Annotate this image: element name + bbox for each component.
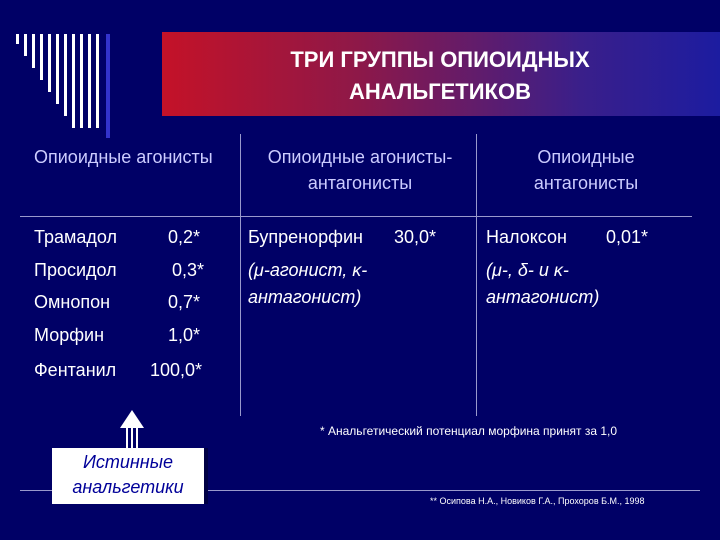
drug-note-line1: (μ-, δ- и κ- <box>486 260 569 280</box>
drug-value: 0,01* <box>606 227 649 247</box>
header-agonists-antagonists-line1: Опиоидные агонисты- <box>267 147 453 167</box>
drug-note-line2: антагонист) <box>486 287 600 307</box>
drug-name: Бупренорфин <box>248 227 363 247</box>
drug-value: 0,2* <box>168 227 201 247</box>
footnote-morphine: * Анальгетический потенциал морфина принят за 1,0 <box>320 424 618 438</box>
title-line-2: АНАЛЬГЕТИКОВ <box>348 79 531 104</box>
drug-value: 0,3* <box>172 260 205 280</box>
slide-title <box>260 44 620 108</box>
column-divider-1 <box>240 134 241 416</box>
citation: ** Осипова Н.А., Новиков Г.А., Прохоров Б.М., 1998 <box>430 496 645 506</box>
header-agonists: Опиоидные агонисты <box>34 147 213 167</box>
title-line-1: ТРИ ГРУППЫ ОПИОИДНЫХ <box>290 47 590 72</box>
header-agonists-antagonists-line2: антагонисты <box>307 173 413 193</box>
drug-value: 30,0* <box>394 227 437 247</box>
drug-name: Налоксон <box>486 227 567 247</box>
up-arrow-icon <box>120 410 144 450</box>
column-divider-2 <box>476 134 477 416</box>
header-antagonists-line2: антагонисты <box>533 173 639 193</box>
drug-value: 1,0* <box>168 325 201 345</box>
callout-line1: Истинные <box>83 452 173 472</box>
drug-name: Просидол <box>34 260 117 280</box>
header-antagonists-line1: Опиоидные <box>537 147 635 167</box>
header-antagonists <box>496 144 676 196</box>
drug-value: 0,7* <box>168 292 201 312</box>
header-divider <box>20 216 692 217</box>
drug-name: Морфин <box>34 325 105 345</box>
drug-note-line2: антагонист) <box>248 287 362 307</box>
drug-note-line1: (μ-агонист, κ- <box>248 260 368 280</box>
callout-line2: анальгетики <box>72 477 184 497</box>
callout-text <box>52 450 204 500</box>
drug-name: Фентанил <box>34 360 117 380</box>
drug-name: Трамадол <box>34 227 118 247</box>
drug-name: Омнопон <box>34 292 111 312</box>
header-agonists-antagonists <box>248 144 472 196</box>
drug-value: 100,0* <box>150 360 203 380</box>
